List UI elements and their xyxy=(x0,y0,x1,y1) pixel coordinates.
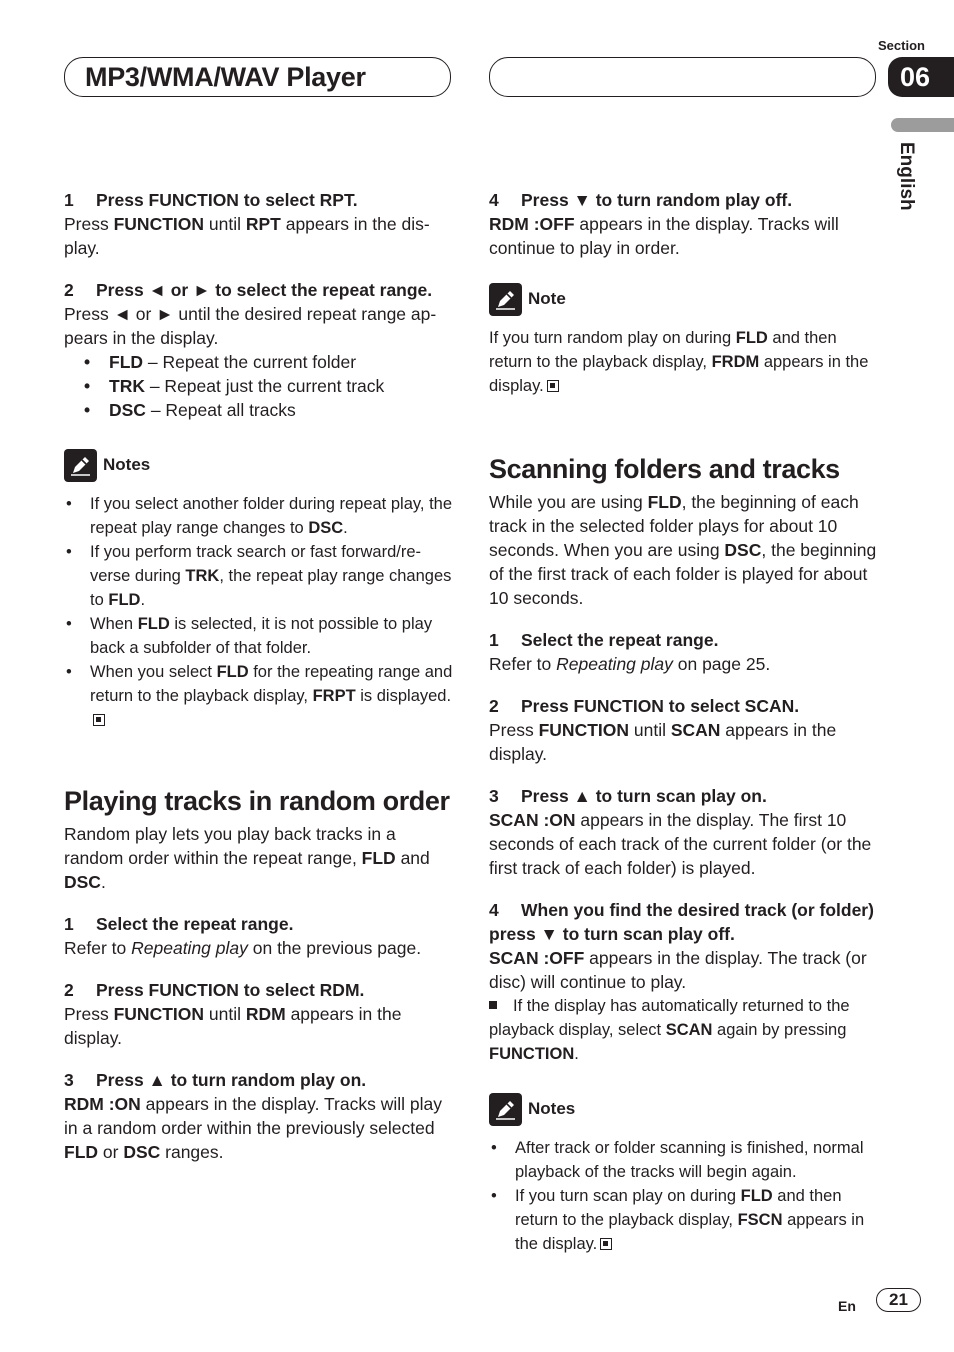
list-item: • If you turn scan play on during FLD and then return to the playback display, FSCN appears in the display. xyxy=(489,1184,879,1256)
page-number: 21 xyxy=(876,1288,921,1312)
scan-step-3-title: 3 Press ▲ to turn scan play on. xyxy=(489,786,767,806)
note-pencil-icon xyxy=(489,283,522,316)
square-bullet-icon xyxy=(489,1001,497,1009)
rpt-step-1-body: Press FUNCTION until RPT appears in the display. xyxy=(64,214,430,258)
list-item: • When FLD is selected, it is not possible to play back a subfolder of that folder. xyxy=(64,612,454,660)
rpt-step-2-body: Press ◄ or ► until the desired repeat range appears in the display. xyxy=(64,304,437,348)
scan-step-1-title: 1 Select the repeat range. xyxy=(489,630,719,650)
scan-step-4-title: 4 When you find the desired track (or folder) press ▼ to turn scan play off. xyxy=(489,900,874,944)
random-note-body: If you turn random play on during FLD and then return to the playback display, FRDM appears in the display. xyxy=(489,329,869,395)
note-pencil-icon xyxy=(489,1093,522,1126)
rdm-step-2-title: 2 Press FUNCTION to select RDM. xyxy=(64,980,365,1000)
scan-step-2-body: Press FUNCTION until SCAN appears in the display. xyxy=(489,720,837,764)
notes-heading: Notes xyxy=(489,1092,879,1126)
random-intro: Random play lets you play back tracks in a random order within the repeat range, FLD and DSC. xyxy=(64,824,430,892)
list-item: • FLD – Repeat the current folder xyxy=(64,350,454,374)
header-blank-frame xyxy=(489,57,876,97)
language-tab xyxy=(891,118,954,132)
rpt-step-2-title: 2 Press ◄ or ► to select the repeat range. xyxy=(64,280,433,300)
rdm-step-1-title: 1 Select the repeat range. xyxy=(64,914,294,934)
scan-step-1-body: Refer to Repeating play on page 25. xyxy=(489,654,771,674)
scan-step-4-tip: If the display has automatically returned to the playback display, select SCAN again by pressing FUNCTION. xyxy=(489,997,850,1063)
end-mark-icon xyxy=(547,380,559,392)
rpt-step-1-title: 1 Press FUNCTION to select RPT. xyxy=(64,190,358,210)
random-heading: Playing tracks in random order xyxy=(64,786,450,816)
list-item: • DSC – Repeat all tracks xyxy=(64,398,454,422)
note-pencil-icon xyxy=(64,449,97,482)
section-label: Section xyxy=(878,38,925,53)
left-column xyxy=(64,170,454,1164)
section-number: 06 xyxy=(888,57,954,97)
scan-step-2-title: 2 Press FUNCTION to select SCAN. xyxy=(489,696,800,716)
rdm-step-3-title: 3 Press ▲ to turn random play on. xyxy=(64,1070,367,1090)
scan-step-3-body: SCAN :ON appears in the display. The first 10 seconds of each track of the current folder (or the first track of each folder) is played. xyxy=(489,810,872,878)
scan-intro: While you are using FLD, the beginning of each track in the selected folder plays for about 10 seconds. When you are using DSC, the beginning of the first track of each folder is played for about 10 seconds. xyxy=(489,492,877,608)
notes-heading: Notes xyxy=(64,448,454,482)
repeat-range-list xyxy=(64,350,454,422)
rdm-step-3-body: RDM :ON appears in the display. Tracks will play in a random order within the previously selected FLD or DSC ranges. xyxy=(64,1094,442,1162)
page-title: MP3/WMA/WAV Player xyxy=(85,62,366,92)
end-mark-icon xyxy=(93,714,105,726)
rdm-step-4-body: RDM :OFF appears in the display. Tracks will continue to play in order. xyxy=(489,214,839,258)
rdm-step-2-body: Press FUNCTION until RDM appears in the display. xyxy=(64,1004,402,1048)
scan-heading: Scanning folders and tracks xyxy=(489,454,840,484)
scan-notes-list xyxy=(489,1136,879,1256)
language-code: En xyxy=(838,1298,856,1314)
list-item: • When you select FLD for the repeating range and return to the playback display, FRPT is displayed. xyxy=(64,660,454,732)
note-heading: Note xyxy=(489,282,879,316)
rdm-step-1-body: Refer to Repeating play on the previous page. xyxy=(64,938,422,958)
language-label: English xyxy=(896,142,917,211)
list-item: • TRK – Repeat just the current track xyxy=(64,374,454,398)
repeat-notes-list xyxy=(64,492,454,732)
end-mark-icon xyxy=(600,1238,612,1250)
list-item: • If you select another folder during repeat play, the repeat play range changes to DSC. xyxy=(64,492,454,540)
scan-step-4-body: SCAN :OFF appears in the display. The track (or disc) will continue to play. xyxy=(489,948,867,992)
right-column xyxy=(489,170,879,1256)
list-item: • If you perform track search or fast forward/reverse during TRK, the repeat play range changes to FLD. xyxy=(64,540,454,612)
rdm-step-4-title: 4 Press ▼ to turn random play off. xyxy=(489,190,793,210)
list-item: • After track or folder scanning is finished, normal playback of the tracks will begin again. xyxy=(489,1136,879,1184)
